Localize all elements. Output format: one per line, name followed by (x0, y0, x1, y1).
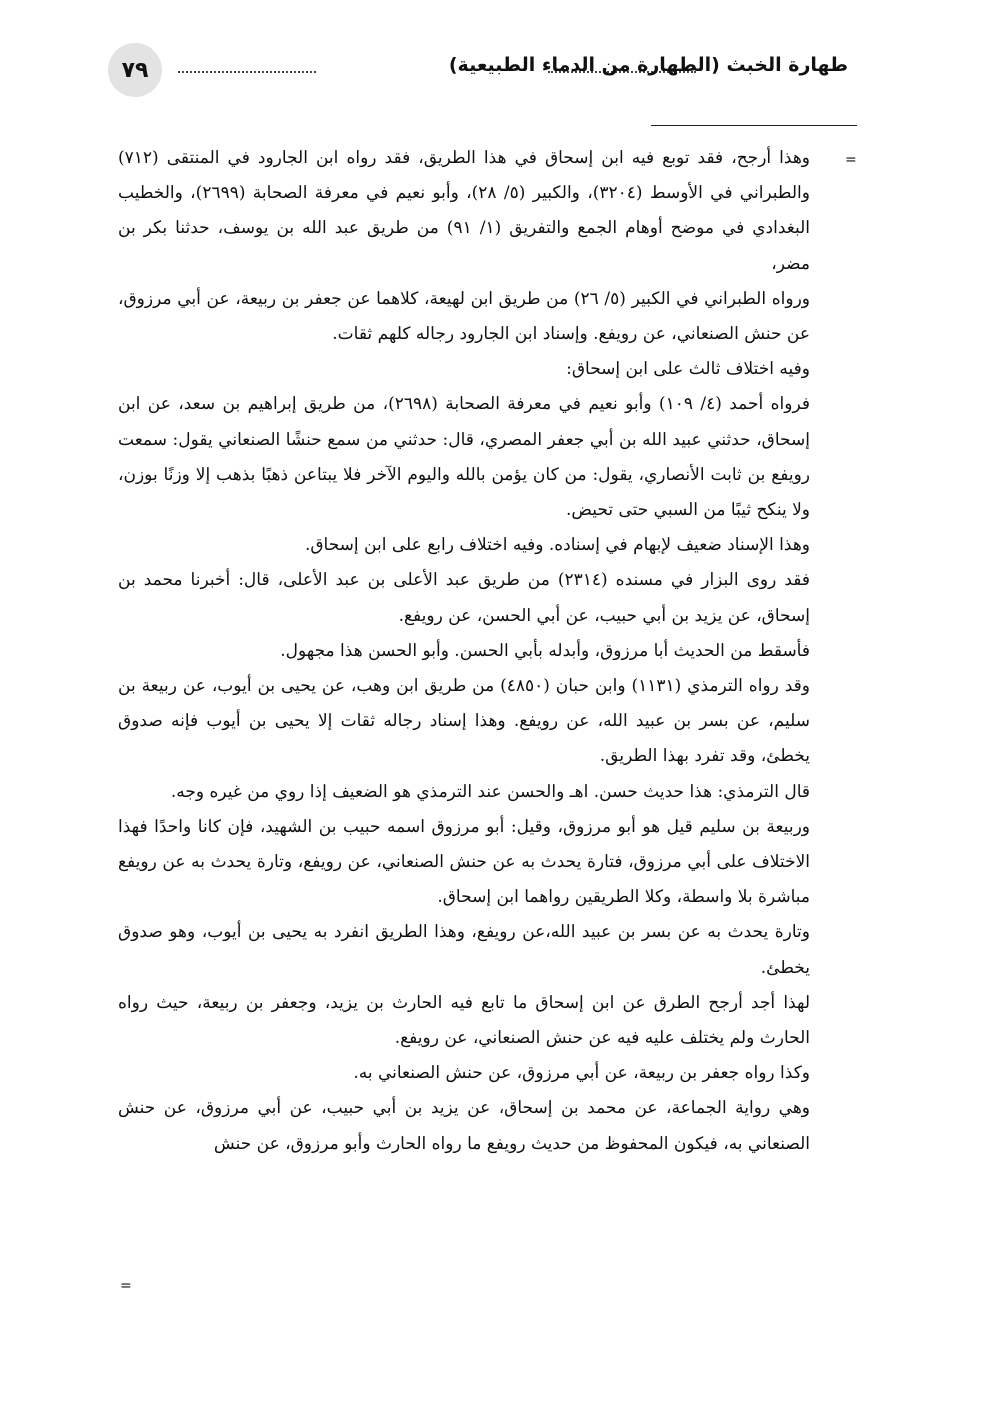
page-number: ٧٩ (108, 43, 162, 97)
paragraph: فرواه أحمد (٤/ ١٠٩) وأبو نعيم في معرفة الصحابة (٢٦٩٨)، من طريق إبراهيم بن سعد، عن ابن إسحاق، حدثني عبيد الله بن أبي جعفر المصري، قال: حدثني من سمع حنشًا الصنعاني يقول: سمعت رويفع بن ثابت الأنصاري، يقول: من كان يؤمن بالله واليوم الآخر فلا يبتاعن ذهبًا بذهب إلا وزنًا بوزن، ولا ينكح ثيبًا من السبي حتى تحيض. (118, 394, 810, 521)
running-title: طهارة الخبث (الطهارة من الدماء الطبيعية) (448, 54, 848, 76)
paragraph: ورواه الطبراني في الكبير (٥/ ٢٦) من طريق ابن لهيعة، كلاهما عن جعفر بن ربيعة، عن أبي مرزوق، عن حنش الصنعاني، عن رويفع. وإسناد ابن الجارود رجاله كلهم ثقات. (118, 288, 810, 345)
paragraph: وقد رواه الترمذي (١١٣١) وابن حبان (٤٨٥٠) من طريق ابن وهب، عن يحيى بن أيوب، عن ربيعة بن سليم، عن بسر بن عبيد الله، عن رويفع. وهذا إسناد رجاله ثقات إلا يحيى بن أيوب فإنه صدوق يخطئ، وقد تفرد بهذا الطريق. (118, 676, 810, 767)
paragraph: قال الترمذي: هذا حديث حسن. اهـ والحسن عند الترمذي هو الضعيف إذا روي من غيره وجه. (170, 781, 810, 802)
page-header (108, 43, 848, 97)
paragraph: وربيعة بن سليم قيل هو أبو مرزوق، وقيل: أبو مرزوق اسمه حبيب بن الشهيد، فإن كانا واحدًا فهذا الاختلاف على أبي مرزوق، فتارة يحدث به عن حنش الصنعاني، عن رويفع، وتارة يحدث به عن رويفع مباشرة بلا واسطة، وكلا الطريقين رواهما ابن إسحاق. (118, 816, 810, 908)
paragraph: وهذا الإسناد ضعيف لإبهام في إسناده. وفيه اختلاف رابع على ابن إسحاق. (304, 535, 810, 556)
paragraph: وهذا أرجح، فقد توبع فيه ابن إسحاق في هذا الطريق، فقد رواه ابن الجارود في المنتقى (٧١٢) والطبراني في الأوسط (٣٢٠٤)، والكبير (٥/ ٢٨)، وأبو نعيم في معرفة الصحابة (٢٦٩٩)، والخطيب البغدادي في موضح أوهام الجمع والتفريق (١/ ٩١) من طريق عبد الله بن يوسف، حدثنا بكر بن مضر، (118, 148, 811, 274)
paragraph: فأسقط من الحديث أبا مرزوق، وأبدله بأبي الحسن. وأبو الحسن هذا مجهول. (280, 640, 810, 661)
leader-dots-left (178, 57, 316, 73)
continuation-mark-top: = (845, 152, 857, 168)
paragraph: وكذا رواه جعفر بن ربيعة، عن أبي مرزوق، عن حنش الصنعاني به. (353, 1063, 810, 1084)
paragraph: لهذا أجد أرجح الطرق عن ابن إسحاق ما تابع فيه الحارث بن يزيد، وجعفر بن ربيعة، حيث رواه الحارث ولم يختلف عليه فيه عن حنش الصنعاني، عن رويفع. (118, 992, 810, 1049)
paragraph: وهي رواية الجماعة، عن محمد بن إسحاق، عن يزيد بن أبي حبيب، عن أبي مرزوق، عن حنش الصنعاني به، فيكون المحفوظ من حديث رويفع ما رواه الحارث وأبو مرزوق، عن حنش (118, 1098, 810, 1154)
paragraph: وفيه اختلاف ثالث على ابن إسحاق: (566, 359, 810, 380)
continuation-mark-bottom: = (120, 1278, 132, 1294)
paragraph: وتارة يحدث به عن بسر بن عبيد الله،عن رويفع، وهذا الطريق انفرد به يحيى بن أيوب، وهو صدوق يخطئ. (118, 922, 810, 978)
footnote-body (118, 141, 810, 1162)
paragraph: فقد روى البزار في مسنده (٢٣١٤) من طريق عبد الأعلى بن عبد الأعلى، قال: أخبرنا محمد بن إسحاق، عن يزيد بن أبي حبيب، عن أبي الحسن، عن رويفع. (118, 570, 810, 626)
footnote-separator (651, 125, 857, 126)
